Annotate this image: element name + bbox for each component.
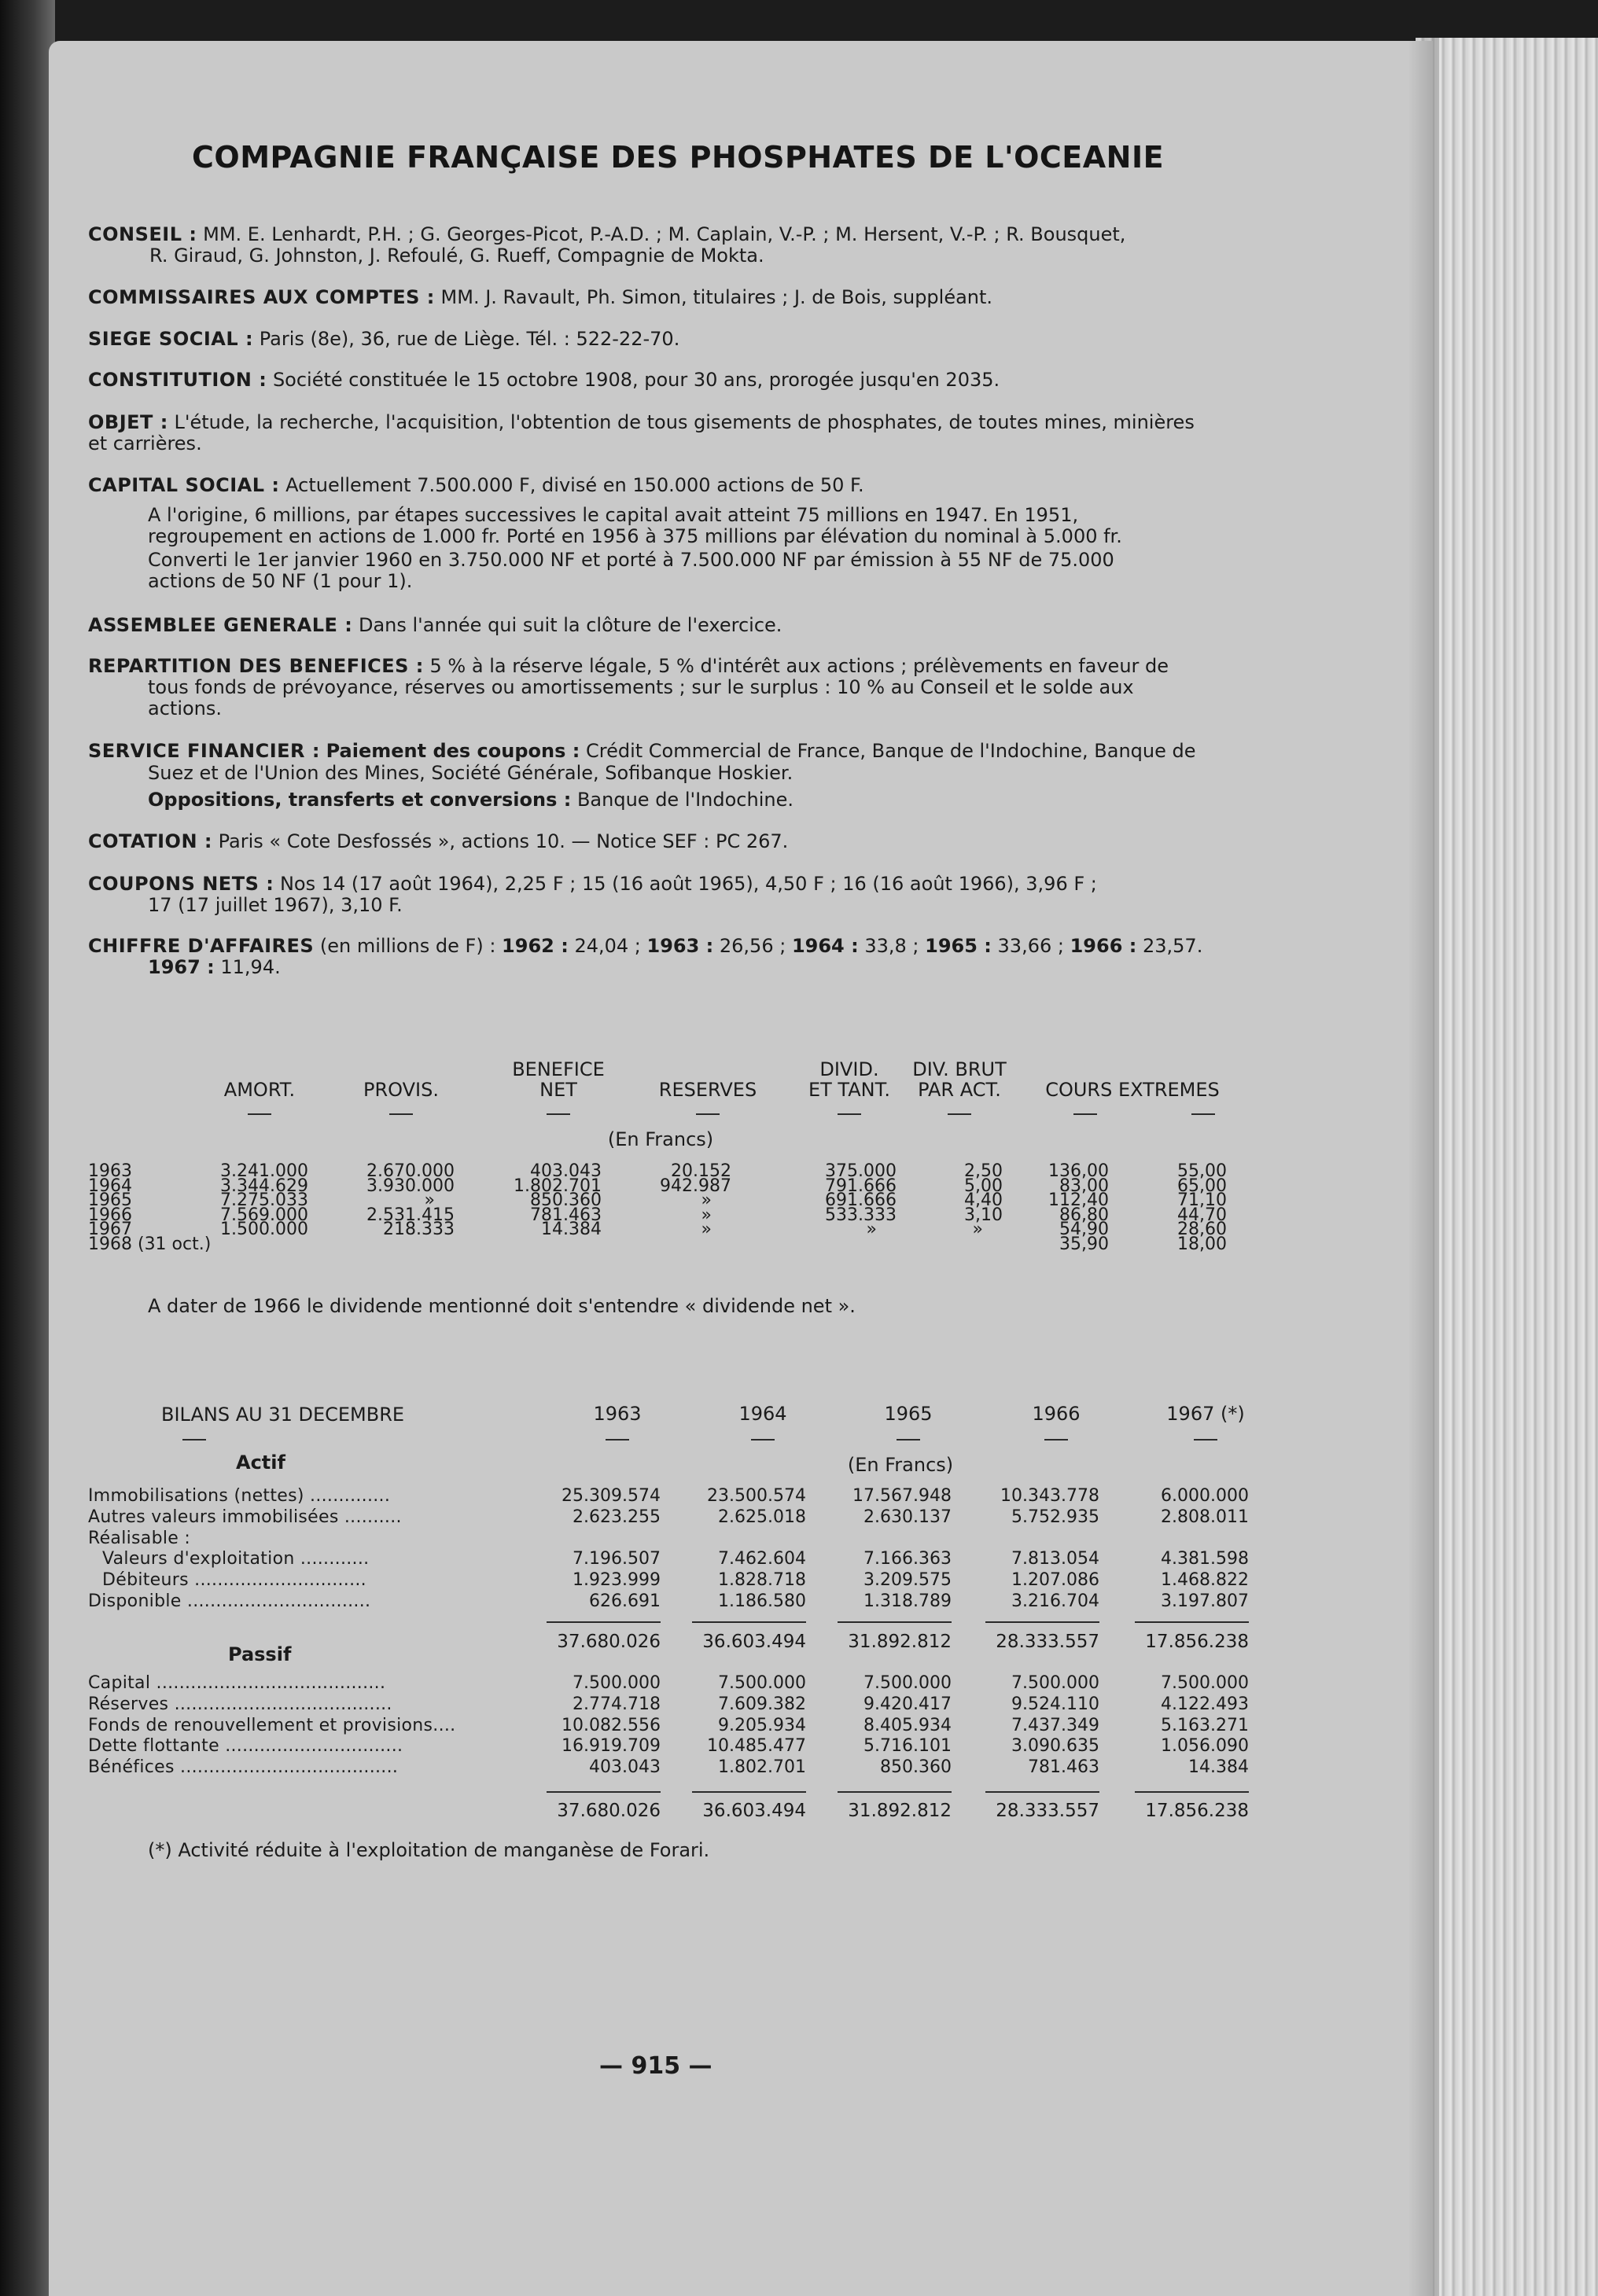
table1-cell-benefice: 850.360	[530, 1190, 602, 1211]
passif-row-value: 5.163.271	[1161, 1715, 1249, 1735]
table1-cell-amort: 3.344.629	[220, 1176, 308, 1196]
capital-history-line1: A l'origine, 6 millions, par étapes successives le capital avait atteint 75 millions en 1947. En 1951,	[148, 504, 1079, 526]
actif-row-value: 3.209.575	[863, 1570, 952, 1591]
bilans-year-header: 1966	[1032, 1403, 1081, 1425]
chiffre-label: CHIFFRE D'AFFAIRES	[88, 935, 315, 957]
col-header-divid-2: ET TANT.	[808, 1079, 891, 1101]
passif-row-label: Fonds de renouvellement et provisions....	[88, 1715, 456, 1735]
table1-cell-divbrut: »	[972, 1220, 983, 1240]
conseil-label: CONSEIL :	[88, 223, 197, 245]
service-line2: Suez et de l'Union des Mines, Société Générale, Sofibanque Hoskier.	[148, 762, 793, 784]
capital-line	[88, 475, 864, 496]
table1-cell-divbrut: 5,00	[964, 1176, 1003, 1196]
actif-row-label: Valeurs d'exploitation ............	[102, 1549, 370, 1569]
table1-cell-amort: 7.275.033	[220, 1190, 308, 1211]
header-dash	[182, 1439, 206, 1441]
table1-cell-low: 55,00	[1177, 1161, 1227, 1181]
actif-row-value: 4.381.598	[1161, 1549, 1249, 1569]
table1-cell-low: 65,00	[1177, 1176, 1227, 1196]
repartition-text: 5 % à la réserve légale, 5 % d'intérêt aux actions ; prélèvements en faveur de	[429, 655, 1169, 677]
passif-row-value: 14.384	[1188, 1757, 1249, 1778]
page-number: — 915 —	[599, 2052, 712, 2080]
capital-history-line3: Converti le 1er janvier 1960 en 3.750.000 NF et porté à 7.500.000 NF par émission à 55 NF de 75.000	[148, 549, 1114, 571]
header-dash	[948, 1113, 971, 1115]
table1-cell-divid: 533.333	[825, 1205, 897, 1225]
header-dash	[248, 1113, 271, 1115]
actif-row-label: Débiteurs ..............................	[102, 1570, 366, 1591]
col-header-benefice-2: NET	[539, 1079, 577, 1101]
actif-row-value: 2.808.011	[1161, 1507, 1249, 1527]
table1-cell-amort: 7.569.000	[220, 1205, 308, 1225]
service-text3: Banque de l'Indochine.	[576, 789, 793, 811]
passif-total-value: 36.603.494	[702, 1801, 806, 1821]
capital-label: CAPITAL SOCIAL :	[88, 474, 280, 496]
header-dash	[897, 1439, 920, 1441]
table1-year: 1967	[88, 1220, 132, 1240]
total-ruler	[985, 1621, 1099, 1623]
header-dash	[1044, 1439, 1068, 1441]
table1-cell-benefice: 781.463	[530, 1205, 602, 1225]
actif-row-value: 1.468.822	[1161, 1570, 1249, 1591]
header-dash	[1073, 1113, 1097, 1115]
col-header-provis: PROVIS.	[363, 1079, 439, 1101]
table1-note: A dater de 1966 le dividende mentionné doit s'entendre « dividende net ».	[148, 1295, 856, 1317]
total-ruler	[547, 1791, 661, 1793]
table1-year: 1965	[88, 1190, 132, 1211]
passif-row-value: 403.043	[589, 1757, 661, 1778]
actif-total-value: 28.333.557	[996, 1632, 1099, 1652]
col-header-benefice-1: BENEFICE	[512, 1058, 605, 1080]
passif-row-value: 16.919.709	[562, 1736, 661, 1757]
table1-cell-reserves: 20.152	[671, 1161, 731, 1181]
header-dash	[389, 1113, 413, 1115]
repartition-line2: tous fonds de prévoyance, réserves ou amortissements ; sur le surplus : 10 % au Conseil et le solde aux	[148, 676, 1134, 698]
passif-row-value: 1.056.090	[1161, 1736, 1249, 1757]
chiffre-year: 1964 :	[791, 935, 859, 957]
table1-cell-reserves: 942.987	[660, 1176, 731, 1196]
chiffre-value: 26,56 ;	[719, 935, 786, 957]
passif-row-value: 7.500.000	[1161, 1673, 1249, 1693]
passif-heading: Passif	[228, 1643, 292, 1665]
table1-cell-high: 35,90	[1059, 1234, 1109, 1254]
passif-row-value: 7.437.349	[1011, 1715, 1099, 1735]
actif-row-value: 3.216.704	[1011, 1591, 1099, 1611]
passif-row-value: 781.463	[1028, 1757, 1099, 1778]
repartition-line3: actions.	[148, 697, 223, 719]
passif-row-label: Capital ........................................	[88, 1673, 386, 1693]
cotation-label: COTATION :	[88, 830, 212, 852]
bilans-footnote: (*) Activité réduite à l'exploitation de manganèse de Forari.	[148, 1839, 710, 1861]
table1-cell-low: 18,00	[1177, 1234, 1227, 1254]
passif-row-label: Réserves ......................................	[88, 1694, 392, 1714]
actif-row-value: 1.923.999	[573, 1570, 661, 1591]
page-stack-edges	[1416, 38, 1598, 2296]
chiffre-value: 33,8 ;	[864, 935, 919, 957]
commissaires-line	[88, 287, 992, 308]
total-ruler	[1135, 1621, 1249, 1623]
actif-row-label: Autres valeurs immobilisées ..........	[88, 1507, 402, 1527]
passif-row-value: 850.360	[880, 1757, 952, 1778]
passif-row-value: 7.500.000	[573, 1673, 661, 1693]
table1-cell-provis: »	[424, 1190, 435, 1211]
actif-row-value: 1.207.086	[1011, 1570, 1099, 1591]
actif-row-value: 2.623.255	[573, 1507, 661, 1527]
chiffre-value: 23,57.	[1142, 935, 1203, 957]
constitution-text: Société constituée le 15 octobre 1908, pour 30 ans, prorogée jusqu'en 2035.	[272, 369, 1000, 391]
passif-total-value: 31.892.812	[848, 1801, 952, 1821]
constitution-line	[88, 370, 1000, 391]
table1-cell-divid: »	[866, 1220, 877, 1240]
siege-text: Paris (8e), 36, rue de Liège. Tél. : 522-22-70.	[259, 328, 680, 350]
passif-row-value: 3.090.635	[1011, 1736, 1099, 1757]
siege-line	[88, 329, 679, 350]
table1-cell-divbrut: 4,40	[964, 1190, 1003, 1211]
passif-total-value: 17.856.238	[1145, 1801, 1249, 1821]
cotation-line	[88, 831, 788, 852]
passif-row-value: 8.405.934	[863, 1715, 952, 1735]
header-dash	[547, 1113, 570, 1115]
actif-row-value: 25.309.574	[562, 1486, 661, 1506]
header-dash	[1191, 1113, 1215, 1115]
actif-row-label: Immobilisations (nettes) ..............	[88, 1486, 391, 1506]
assemblee-line	[88, 615, 782, 636]
chiffre-value: 11,94.	[220, 956, 281, 978]
header-dash	[606, 1439, 629, 1441]
passif-total-value: 37.680.026	[557, 1801, 661, 1821]
header-dash	[838, 1113, 861, 1115]
table1-year: 1964	[88, 1176, 132, 1196]
table1-cell-high: 112,40	[1048, 1190, 1109, 1211]
header-dash	[751, 1439, 775, 1441]
table1-cell-provis: 3.930.000	[366, 1176, 455, 1196]
actif-row-value: 7.166.363	[863, 1549, 952, 1569]
table1-cell-divbrut: 3,10	[964, 1205, 1003, 1225]
total-ruler	[692, 1791, 806, 1793]
actif-row-value: 626.691	[589, 1591, 661, 1611]
actif-heading: Actif	[236, 1452, 285, 1474]
actif-row-value: 1.186.580	[718, 1591, 806, 1611]
chiffre-line1	[88, 936, 1202, 957]
col-header-amort: AMORT.	[223, 1079, 296, 1101]
table1-cell-benefice: 14.384	[541, 1220, 602, 1240]
total-ruler	[838, 1621, 952, 1623]
objet-text: L'étude, la recherche, l'acquisition, l'obtention de tous gisements de phosphates, de toutes mines, minières	[174, 411, 1195, 433]
actif-row-label: Réalisable :	[88, 1528, 191, 1548]
capital-text: Actuellement 7.500.000 F, divisé en 150.000 actions de 50 F.	[285, 474, 864, 496]
passif-total-value: 28.333.557	[996, 1801, 1099, 1821]
total-ruler	[692, 1621, 806, 1623]
actif-row-value: 7.462.604	[718, 1549, 806, 1569]
chiffre-value: 24,04 ;	[574, 935, 641, 957]
table1-cell-provis: 218.333	[383, 1220, 455, 1240]
table1-cell-high: 83,00	[1059, 1176, 1109, 1196]
total-ruler	[985, 1791, 1099, 1793]
chiffre-unit: (en millions de F) :	[319, 935, 496, 957]
bilans-year-header: 1967 (*)	[1166, 1403, 1245, 1425]
assemblee-label: ASSEMBLEE GENERALE :	[88, 614, 353, 636]
table1-cell-reserves: »	[701, 1205, 712, 1225]
table1-cell-divbrut: 2,50	[964, 1161, 1003, 1181]
bilans-year-header: 1965	[884, 1403, 933, 1425]
passif-row-value: 7.500.000	[863, 1673, 952, 1693]
passif-row-value: 5.716.101	[863, 1736, 952, 1757]
chiffre-line2	[148, 957, 281, 978]
objet-label: OBJET :	[88, 411, 168, 433]
table1-cell-low: 28,60	[1177, 1220, 1227, 1240]
bilans-title: BILANS AU 31 DECEMBRE	[161, 1404, 405, 1426]
actif-row-value: 6.000.000	[1161, 1486, 1249, 1506]
passif-row-value: 9.420.417	[863, 1694, 952, 1714]
coupons-text: Nos 14 (17 août 1964), 2,25 F ; 15 (16 août 1965), 4,50 F ; 16 (16 août 1966), 3,96 F ;	[279, 873, 1097, 895]
passif-row-value: 2.774.718	[573, 1694, 661, 1714]
bilans-unit: (En Francs)	[847, 1454, 954, 1476]
chiffre-year: 1967 :	[148, 956, 215, 978]
passif-row-label: Dette flottante ...............................	[88, 1736, 403, 1757]
table1-year: 1968 (31 oct.)	[88, 1234, 212, 1254]
commissaires-text: MM. J. Ravault, Ph. Simon, titulaires ; J. de Bois, suppléant.	[440, 286, 993, 308]
table1-cell-reserves: »	[701, 1220, 712, 1240]
table1-cell-divid: 791.666	[825, 1176, 897, 1196]
actif-row-value: 2.625.018	[718, 1507, 806, 1527]
actif-row-value: 7.196.507	[573, 1549, 661, 1569]
actif-row-value: 2.630.137	[863, 1507, 952, 1527]
actif-row-value: 10.343.778	[1000, 1486, 1099, 1506]
passif-row-label: Bénéfices ......................................	[88, 1757, 399, 1778]
col-header-divid-1: DIVID.	[819, 1058, 879, 1080]
actif-total-value: 36.603.494	[702, 1632, 806, 1652]
conseil-line2: R. Giraud, G. Johnston, J. Refoulé, G. Rueff, Compagnie de Mokta.	[149, 245, 764, 267]
passif-row-value: 9.524.110	[1011, 1694, 1099, 1714]
coupons-line2: 17 (17 juillet 1967), 3,10 F.	[148, 894, 403, 916]
actif-row-label: Disponible ................................	[88, 1591, 371, 1611]
table1-cell-high: 54,90	[1059, 1220, 1109, 1240]
table1-cell-amort: 1.500.000	[220, 1220, 308, 1240]
objet-line1	[88, 412, 1195, 433]
table1-cell-high: 136,00	[1048, 1161, 1109, 1181]
actif-row-value: 7.813.054	[1011, 1549, 1099, 1569]
objet-line2: et carrières.	[88, 432, 202, 454]
actif-row-value: 17.567.948	[852, 1486, 952, 1506]
passif-row-value: 10.082.556	[562, 1715, 661, 1735]
service-sub-oppositions: Oppositions, transferts et conversions :	[148, 789, 572, 811]
passif-row-value: 10.485.477	[707, 1736, 806, 1757]
actif-row-value: 5.752.935	[1011, 1507, 1099, 1527]
coupons-line1	[88, 874, 1097, 895]
chiffre-year: 1962 :	[502, 935, 569, 957]
col-header-divbrut-2: PAR ACT.	[918, 1079, 1001, 1101]
bilans-year-header: 1964	[738, 1403, 787, 1425]
service-label: SERVICE FINANCIER :	[88, 740, 320, 762]
commissaires-label: COMMISSAIRES AUX COMPTES :	[88, 286, 435, 308]
actif-row-value: 3.197.807	[1161, 1591, 1249, 1611]
chiffre-value: 33,66 ;	[997, 935, 1064, 957]
table1-cell-benefice: 403.043	[530, 1161, 602, 1181]
table1-unit: (En Francs)	[607, 1128, 714, 1150]
conseil-line1	[88, 224, 1125, 245]
table1-cell-high: 86,80	[1059, 1205, 1109, 1225]
total-ruler	[1135, 1791, 1249, 1793]
page-gutter-shadow	[1408, 38, 1439, 2296]
passif-row-value: 1.802.701	[718, 1757, 806, 1778]
passif-row-value: 7.609.382	[718, 1694, 806, 1714]
chiffre-year: 1966 :	[1070, 935, 1137, 957]
table1-cell-amort: 3.241.000	[220, 1161, 308, 1181]
constitution-label: CONSTITUTION :	[88, 369, 267, 391]
table1-year: 1963	[88, 1161, 132, 1181]
total-ruler	[838, 1791, 952, 1793]
col-header-reserves: RESERVES	[658, 1079, 757, 1101]
actif-row-value: 1.318.789	[863, 1591, 952, 1611]
repartition-line1	[88, 656, 1169, 677]
service-sub-coupons: Paiement des coupons :	[326, 740, 580, 762]
actif-total-value: 31.892.812	[848, 1632, 952, 1652]
col-header-cours: COURS EXTREMES	[1045, 1079, 1220, 1101]
repartition-label: REPARTITION DES BENEFICES :	[88, 655, 424, 677]
table1-cell-provis: 2.670.000	[366, 1161, 455, 1181]
capital-history-line2: regroupement en actions de 1.000 fr. Porté en 1956 à 375 millions par élévation du nominal à 5.000 fr.	[148, 525, 1122, 547]
capital-history-line4: actions de 50 NF (1 pour 1).	[148, 570, 413, 592]
conseil-text: MM. E. Lenhardt, P.H. ; G. Georges-Picot, P.-A.D. ; M. Caplain, V.-P. ; M. Hersent, V.-P. ; R. Bousquet,	[203, 223, 1126, 245]
passif-row-value: 4.122.493	[1161, 1694, 1249, 1714]
document-title: COMPAGNIE FRANÇAISE DES PHOSPHATES DE L'OCEANIE	[192, 140, 1165, 175]
chiffre-year: 1963 :	[646, 935, 714, 957]
table1-year: 1966	[88, 1205, 132, 1225]
header-dash	[696, 1113, 720, 1115]
table1-cell-divid: 691.666	[825, 1190, 897, 1211]
chiffre-year: 1965 :	[925, 935, 992, 957]
service-text1: Crédit Commercial de France, Banque de l'Indochine, Banque de	[585, 740, 1196, 762]
left-page-edge	[0, 0, 55, 2296]
table1-cell-benefice: 1.802.701	[514, 1176, 602, 1196]
col-header-divbrut-1: DIV. BRUT	[912, 1058, 1007, 1080]
bilans-year-header: 1963	[593, 1403, 642, 1425]
service-line1	[88, 741, 1196, 762]
coupons-label: COUPONS NETS :	[88, 873, 274, 895]
cotation-text: Paris « Cote Desfossés », actions 10. — Notice SEF : PC 267.	[218, 830, 789, 852]
table1-cell-divid: 375.000	[825, 1161, 897, 1181]
table1-cell-provis: 2.531.415	[366, 1205, 455, 1225]
actif-row-value: 1.828.718	[718, 1570, 806, 1591]
passif-row-value: 7.500.000	[718, 1673, 806, 1693]
header-dash	[1194, 1439, 1217, 1441]
passif-row-value: 7.500.000	[1011, 1673, 1099, 1693]
table1-cell-low: 44,70	[1177, 1205, 1227, 1225]
actif-total-value: 17.856.238	[1145, 1632, 1249, 1652]
actif-total-value: 37.680.026	[557, 1632, 661, 1652]
service-line3	[148, 789, 793, 811]
assemblee-text: Dans l'année qui suit la clôture de l'exercice.	[358, 614, 782, 636]
table1-cell-reserves: »	[701, 1190, 712, 1211]
passif-row-value: 9.205.934	[718, 1715, 806, 1735]
total-ruler	[547, 1621, 661, 1623]
table1-cell-low: 71,10	[1177, 1190, 1227, 1211]
siege-label: SIEGE SOCIAL :	[88, 328, 254, 350]
actif-row-value: 23.500.574	[707, 1486, 806, 1506]
